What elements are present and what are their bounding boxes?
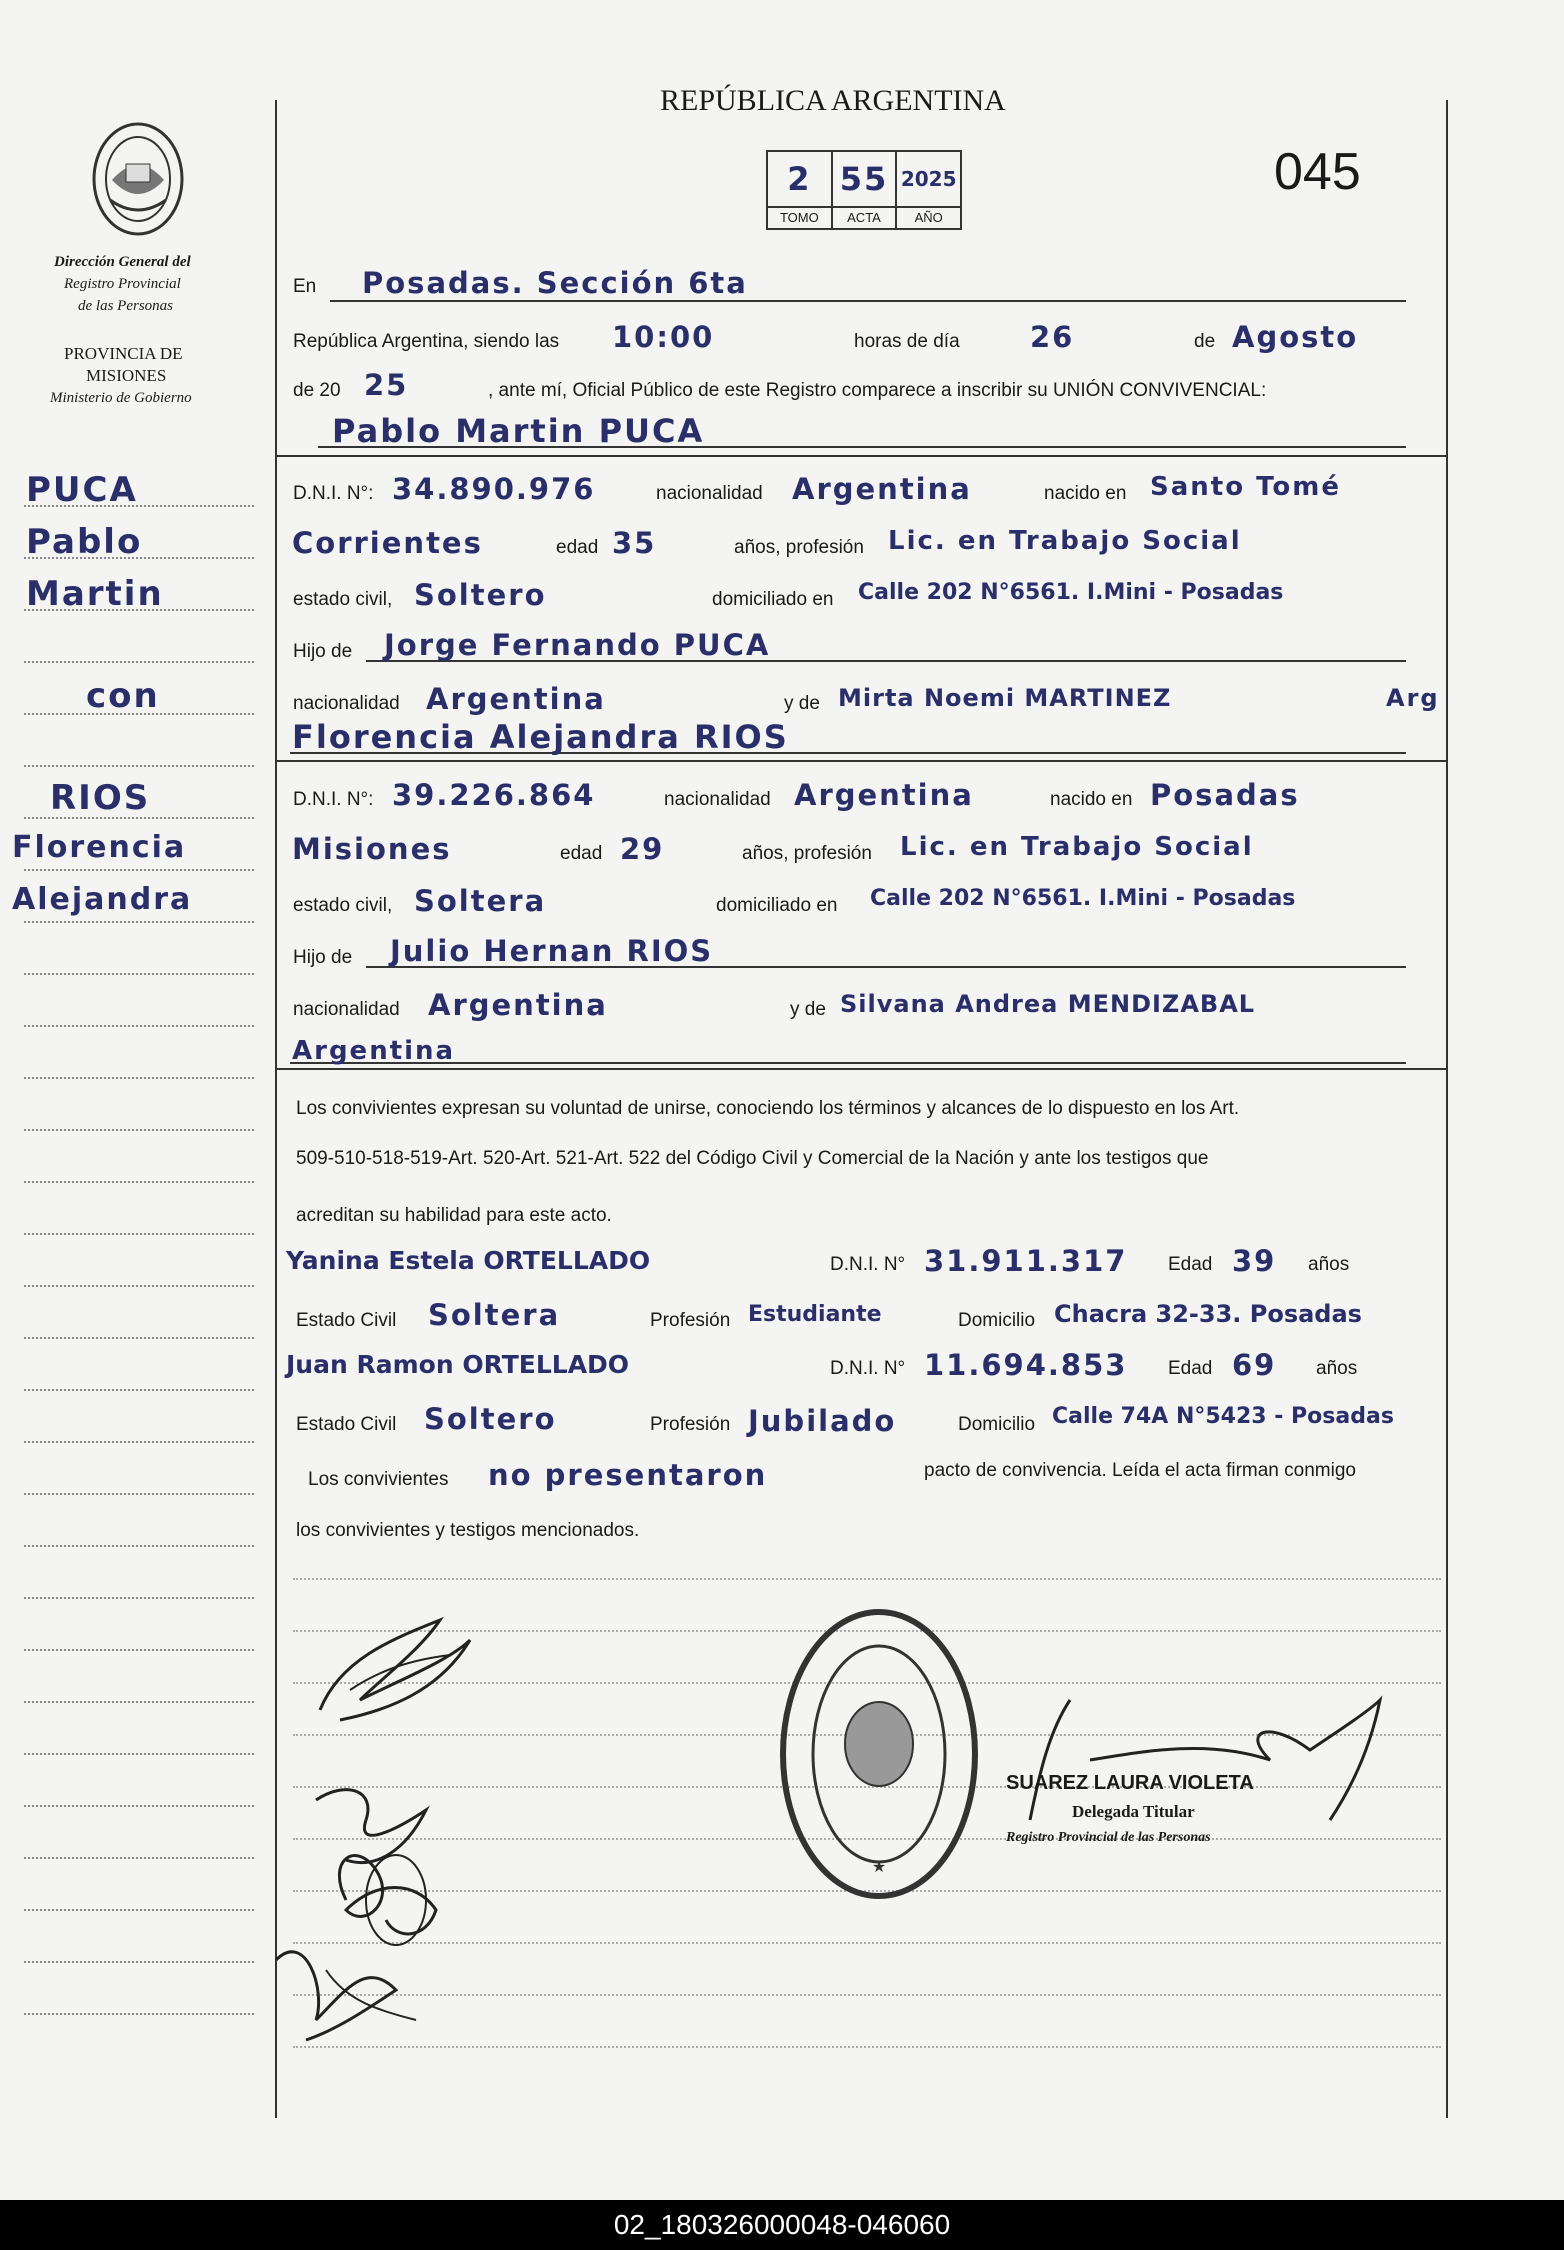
margin-name2b: Alejandra [12, 882, 193, 917]
p2-dni: 39.226.864 [392, 778, 596, 812]
margin-line [24, 1649, 254, 1651]
p1-nac2-label: nacionalidad [293, 693, 400, 714]
conv-text: pacto de convivencia. Leída el acta firman conmigo [924, 1460, 1356, 1481]
pacto-value: no presentaron [488, 1458, 768, 1492]
p1-hijo-label: Hijo de [293, 641, 353, 662]
p1-born-label: nacido en [1044, 483, 1127, 504]
p2-father-nac: Argentina [428, 988, 608, 1022]
tomo-value: 2 [768, 152, 833, 206]
p2-mother-nac: Argentina [292, 1036, 456, 1066]
agency-prov1: PROVINCIA DE [64, 344, 183, 363]
w2-dom-label: Domicilio [958, 1414, 1036, 1435]
p2-dom: Calle 202 N°6561. I.Mini - Posadas [870, 886, 1296, 911]
agency-line1: Dirección General del [54, 254, 191, 270]
w2-prof: Jubilado [748, 1404, 897, 1438]
margin-line [24, 1909, 254, 1911]
signature-line [293, 1578, 1441, 1580]
p2-yde-label: y de [790, 999, 826, 1020]
p1-edad-label: edad [556, 537, 599, 558]
p1-mother-nac: Arg [1386, 684, 1440, 712]
margin-line [24, 1597, 254, 1599]
w1-prof-label: Profesión [650, 1310, 731, 1331]
margin-line [24, 1493, 254, 1495]
w2-civil: Soltero [424, 1402, 557, 1436]
margin-line [24, 661, 254, 663]
margin-surname1: PUCA [26, 470, 138, 510]
margin-line [24, 1233, 254, 1235]
acta-value: 55 [833, 152, 898, 206]
w1-civil-label: Estado Civil [296, 1310, 397, 1331]
body-p1: Los convivientes expresan su voluntad de unirse, conociendo los términos y alcances de lo dispuesto en los Art. [296, 1098, 1240, 1119]
w2-name: Juan Ramon ORTELLADO [286, 1350, 630, 1379]
agency-line3: de las Personas [78, 298, 173, 314]
margin-line [24, 1441, 254, 1443]
w1-name: Yanina Estela ORTELLADO [286, 1246, 651, 1275]
tomo-label: TOMO [768, 208, 833, 228]
official-name: SUAREZ LAURA VIOLETA [1006, 1772, 1254, 1794]
body-p2: 509-510-518-519-Art. 520-Art. 521-Art. 522 del Código Civil y Comercial de la Nación y ante los testigos que [296, 1148, 1209, 1169]
republic-label: República Argentina, siendo las [293, 331, 560, 352]
w2-anos: años [1316, 1358, 1358, 1379]
anio-label: AÑO [914, 210, 943, 225]
margin-line [24, 2013, 254, 2015]
margin-name1b: Martin [26, 574, 164, 614]
p2-edad: 29 [620, 832, 665, 866]
margin-con: con [86, 676, 160, 716]
margin-line [24, 1545, 254, 1547]
margin-line [24, 1077, 254, 1079]
w2-civil-label: Estado Civil [296, 1414, 397, 1435]
footer-bar [0, 2200, 1564, 2250]
p1-nac-label: nacionalidad [656, 483, 763, 504]
w1-prof: Estudiante [748, 1302, 882, 1327]
registry-stamp-icon [776, 1604, 982, 1904]
hour-value: 10:00 [612, 320, 715, 354]
person2-name: Florencia Alejandra RIOS [292, 718, 789, 756]
p2-dni-label: D.N.I. N°: [293, 789, 374, 810]
p1-born: Santo Tomé [1150, 472, 1341, 502]
margin-line [24, 1181, 254, 1183]
right-border [1446, 100, 1448, 2118]
p2-anos-label: años, profesión [742, 843, 872, 864]
margin-line [24, 1129, 254, 1131]
w1-edad-label: Edad [1168, 1254, 1213, 1275]
p1-dom-label: domiciliado en [712, 589, 834, 610]
p2-born-label: nacido en [1050, 789, 1133, 810]
p1-dni: 34.890.976 [392, 472, 596, 506]
w1-edad: 39 [1232, 1244, 1277, 1278]
margin-line [24, 1753, 254, 1755]
p2-born2: Misiones [292, 832, 452, 866]
person1-name: Pablo Martin PUCA [332, 412, 705, 450]
body-p3: acreditan su habilidad para este acto. [296, 1205, 612, 1226]
w1-dom-label: Domicilio [958, 1310, 1036, 1331]
country-title: REPÚBLICA ARGENTINA [660, 84, 1006, 117]
p2-edad-label: edad [560, 843, 603, 864]
signature-convivientes-icon [300, 1600, 500, 1740]
footer-code: 02_180326000048-046060 [613, 2209, 951, 2240]
p1-edad: 35 [612, 526, 657, 560]
p1-dom: Calle 202 N°6561. I.Mini - Posadas [858, 580, 1284, 605]
p1-yde-label: y de [784, 693, 820, 714]
p2-mother: Silvana Andrea MENDIZABAL [840, 990, 1256, 1018]
section-divider-1 [275, 455, 1448, 457]
conv-label: Los convivientes [308, 1469, 449, 1490]
place-value: Posadas. Sección 6ta [362, 266, 748, 300]
w2-dni: 11.694.853 [924, 1348, 1128, 1382]
w1-civil: Soltera [428, 1298, 561, 1332]
margin-line [24, 1337, 254, 1339]
en-label: En [293, 276, 317, 297]
margin-line [24, 1805, 254, 1807]
p2-nac-label: nacionalidad [664, 789, 771, 810]
p1-father-nac: Argentina [426, 682, 606, 716]
margin-line [24, 1701, 254, 1703]
anio-value: 2025 [900, 167, 957, 191]
margin-line [24, 765, 254, 767]
margin-surname2: RIOS [50, 778, 151, 818]
p1-civil-label: estado civil, [293, 589, 393, 610]
month-value: Agosto [1232, 320, 1359, 354]
p2-nac: Argentina [794, 778, 974, 812]
agency-prov2: MISIONES [86, 366, 167, 385]
margin-name1a: Pablo [26, 522, 143, 562]
p1-father: Jorge Fernando PUCA [384, 628, 771, 662]
year-value: 25 [364, 368, 409, 402]
margin-line [24, 1389, 254, 1391]
p1-anos-label: años, profesión [734, 537, 864, 558]
agency-ministry: Ministerio de Gobierno [50, 390, 192, 406]
w2-edad: 69 [1232, 1348, 1277, 1382]
de-label: de [1194, 331, 1216, 352]
margin-line [24, 1961, 254, 1963]
day-value: 26 [1030, 320, 1075, 354]
p2-prof: Lic. en Trabajo Social [900, 832, 1254, 862]
place-line [330, 300, 1406, 302]
margin-name2a: Florencia [12, 830, 187, 865]
margin-line [24, 1857, 254, 1859]
margin-line [24, 1285, 254, 1287]
p2-mother-nac-line [290, 1062, 1406, 1064]
margin-line [24, 869, 254, 871]
p2-civil-label: estado civil, [293, 895, 393, 916]
signature-testigos-icon [256, 1760, 506, 2050]
w2-edad-label: Edad [1168, 1358, 1213, 1379]
p1-prof: Lic. en Trabajo Social [888, 526, 1242, 556]
agency-line2: Registro Provincial [64, 276, 181, 292]
p2-nac2-label: nacionalidad [293, 999, 400, 1020]
intro-text: , ante mí, Oficial Público de este Registro comparece a inscribir su UNIÓN CONVIVENCIAL: [488, 380, 1267, 401]
p2-born: Posadas [1150, 778, 1300, 812]
province-seal-icon [90, 120, 186, 238]
w1-dni-label: D.N.I. N° [830, 1254, 906, 1275]
w1-anos: años [1308, 1254, 1350, 1275]
w2-dni-label: D.N.I. N° [830, 1358, 906, 1379]
p1-civil: Soltero [414, 578, 547, 612]
section-divider-3 [275, 1068, 1448, 1070]
w1-dom: Chacra 32-33. Posadas [1054, 1300, 1362, 1328]
official-signature-icon [1010, 1690, 1390, 1830]
w2-dom: Calle 74A N°5423 - Posadas [1052, 1404, 1394, 1429]
closing-final: los convivientes y testigos mencionados. [296, 1520, 640, 1541]
w2-prof-label: Profesión [650, 1414, 731, 1435]
p1-nac: Argentina [792, 472, 972, 506]
p1-dni-label: D.N.I. N°: [293, 483, 374, 504]
p2-dom-label: domiciliado en [716, 895, 838, 916]
w1-dni: 31.911.317 [924, 1244, 1128, 1278]
svg-text:★: ★ [871, 1857, 887, 1876]
p1-mother: Mirta Noemi MARTINEZ [838, 684, 1172, 712]
official-title2: Registro Provincial de las Personas [1006, 1830, 1211, 1845]
year-label: de 20 [293, 380, 341, 401]
acta-label: ACTA [833, 208, 898, 228]
page-number: 045 [1274, 143, 1361, 201]
margin-line [24, 1025, 254, 1027]
tomo-acta-box [766, 150, 962, 226]
margin-line [24, 921, 254, 923]
p2-father: Julio Hernan RIOS [390, 934, 714, 968]
p2-hijo-label: Hijo de [293, 947, 353, 968]
p1-born2: Corrientes [292, 526, 483, 560]
section-divider-2 [275, 760, 1448, 762]
p2-civil: Soltera [414, 884, 547, 918]
official-title1: Delegada Titular [1072, 1802, 1195, 1821]
margin-line [24, 973, 254, 975]
hours-label: horas de día [854, 331, 960, 352]
